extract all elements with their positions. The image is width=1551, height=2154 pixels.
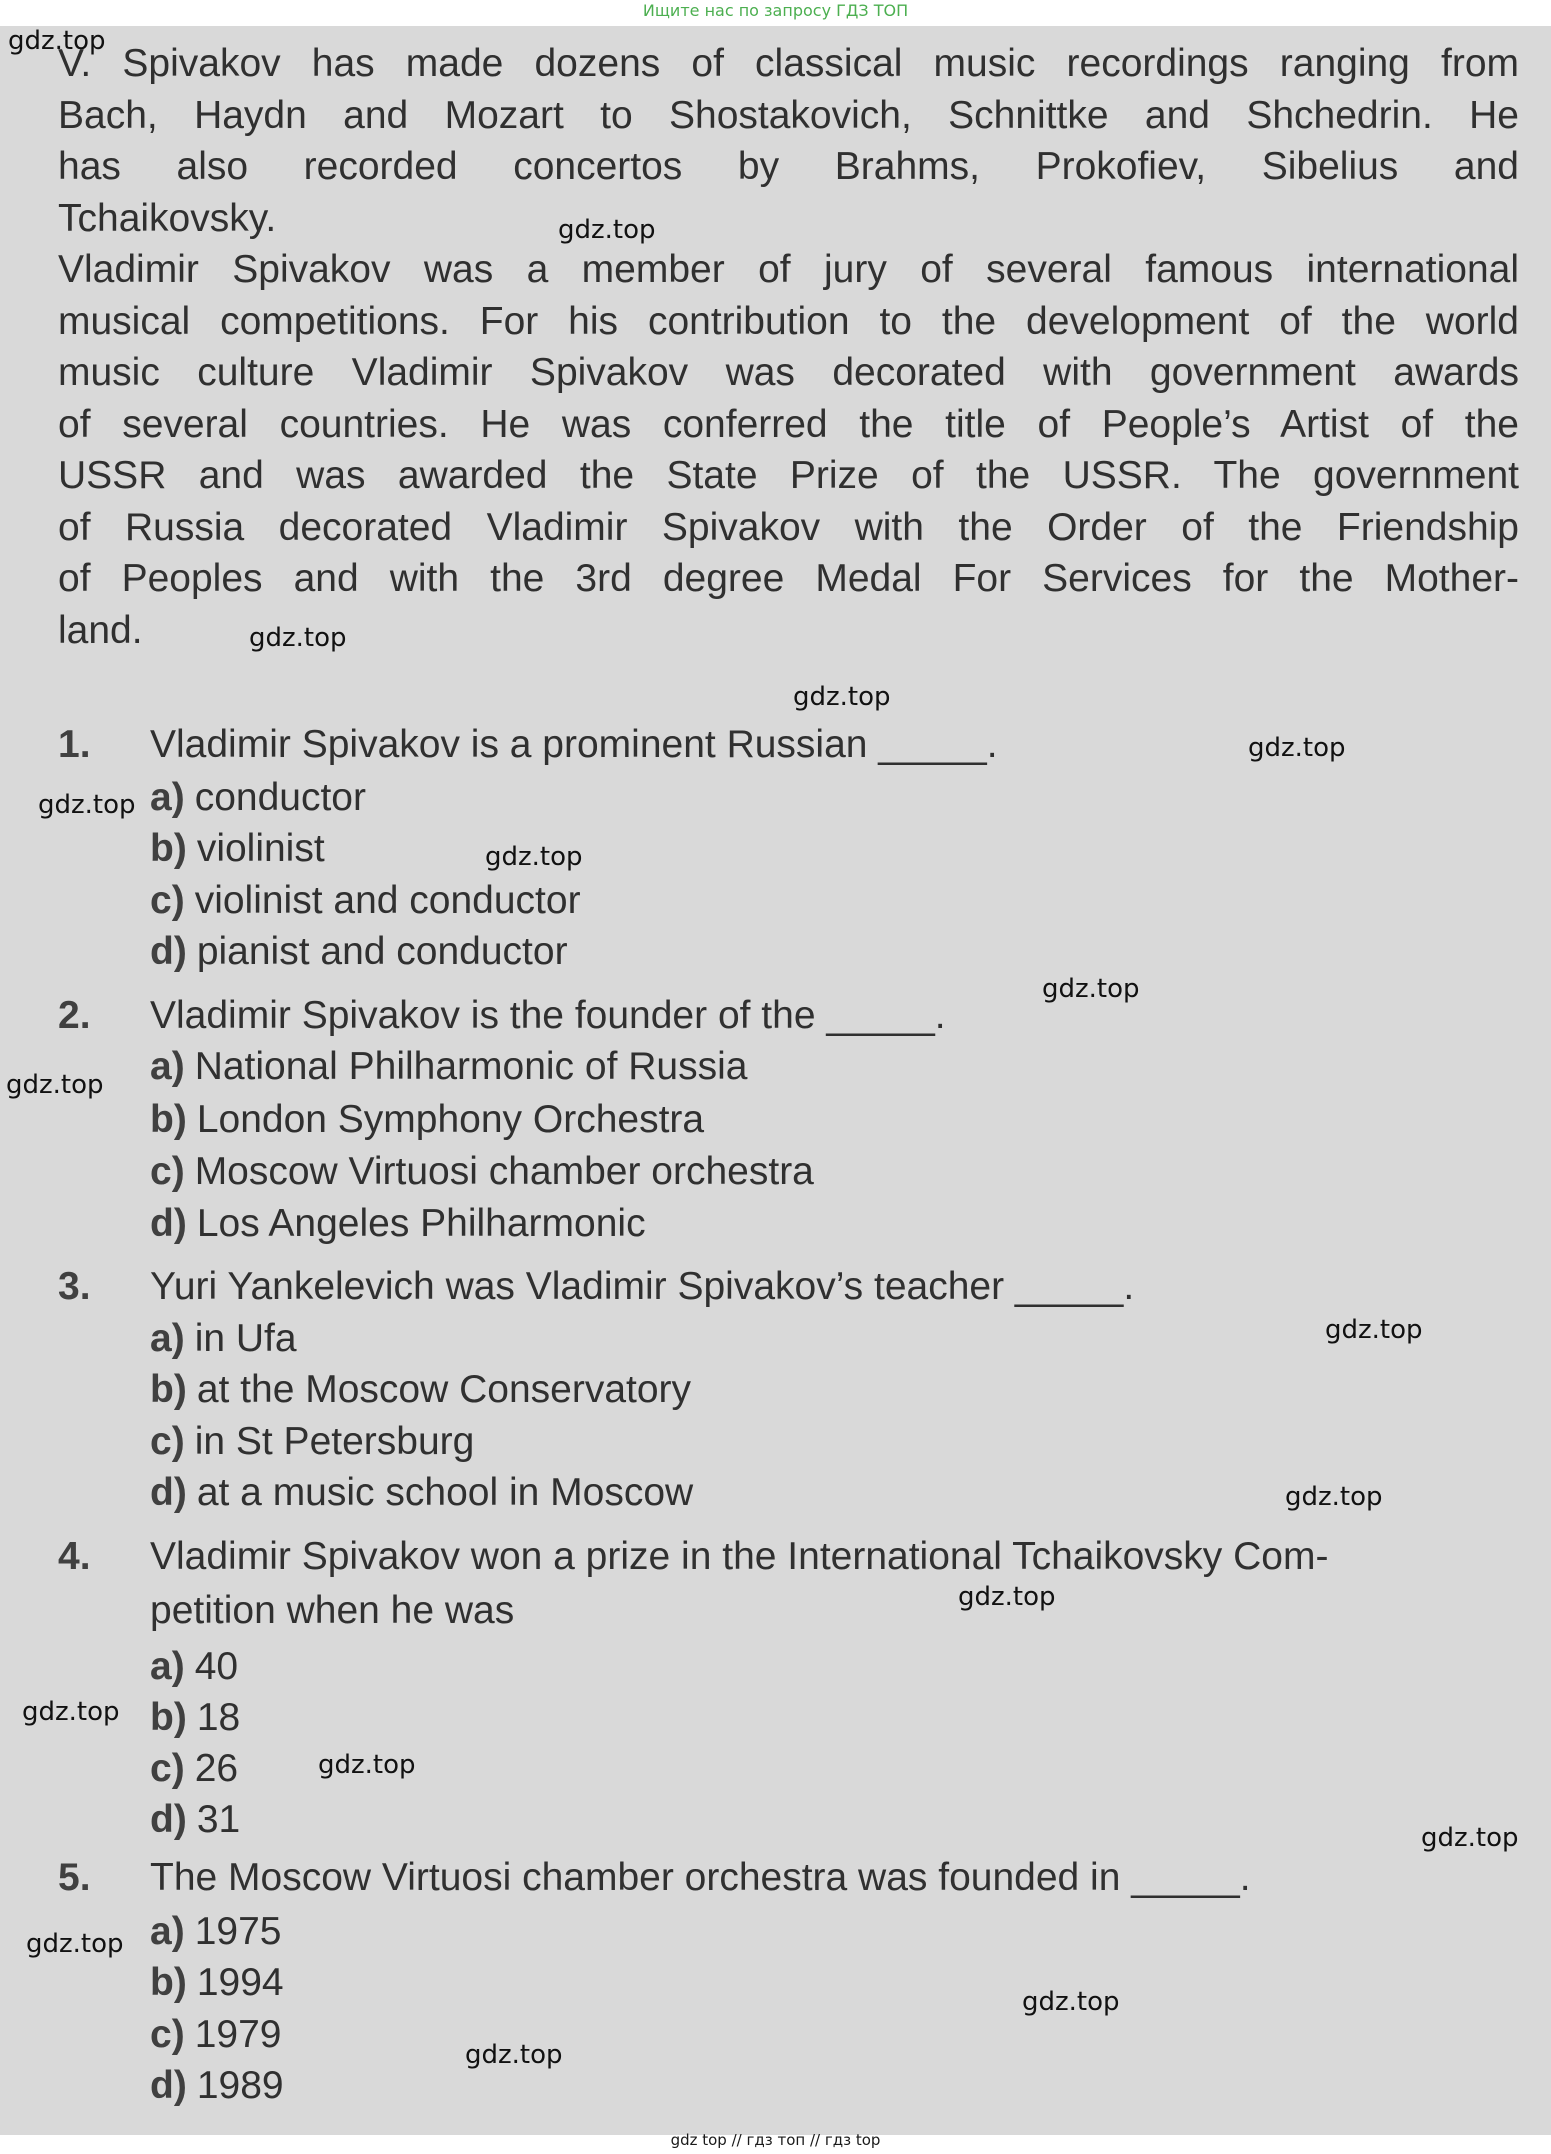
option-text: 1989: [196, 2064, 284, 2107]
option-letter: c): [150, 1747, 185, 1790]
option-text: in St Petersburg: [194, 1420, 475, 1463]
option-d: [150, 1471, 693, 1515]
option-letter: d): [150, 930, 187, 973]
option-text: violinist and conductor: [194, 879, 581, 922]
question-text: Vladimir Spivakov is a prominent Russian _____.: [150, 723, 998, 766]
option-b: [150, 1961, 284, 2005]
question-number: 1.: [58, 723, 91, 766]
option-b: [150, 1098, 704, 1142]
option-c: [150, 879, 581, 923]
option-b: [150, 1368, 691, 1412]
option-text: National Philharmonic of Russia: [194, 1045, 748, 1088]
option-d: [150, 2064, 284, 2108]
question-text: Yuri Yankelevich was Vladimir Spivakov’s teacher _____.: [150, 1265, 1135, 1308]
option-letter: d): [150, 1202, 187, 1245]
option-c: [150, 1747, 238, 1791]
option-letter: b): [150, 1098, 187, 1141]
option-c: [150, 1420, 474, 1464]
option-text: 1975: [194, 1910, 282, 1953]
option-letter: b): [150, 827, 187, 870]
text-line: USSR and was awarded the State Prize of the USSR. The government: [58, 454, 1519, 497]
option-a: [150, 1645, 238, 1689]
watermark: gdz.top: [793, 682, 891, 712]
option-b: [150, 827, 325, 871]
watermark: gdz.top: [558, 215, 656, 245]
watermark: gdz.top: [1042, 974, 1140, 1004]
question-number: 4.: [58, 1535, 91, 1578]
option-letter: d): [150, 1798, 187, 1841]
option-text: 26: [194, 1747, 239, 1790]
option-text: pianist and conductor: [196, 930, 568, 973]
watermark: gdz.top: [249, 623, 347, 653]
watermark: gdz.top: [8, 26, 106, 56]
option-letter: b): [150, 1368, 187, 1411]
search-hint-link[interactable]: Ищите нас по запросу ГДЗ ТОП: [642, 1, 909, 20]
watermark: gdz.top: [1022, 1987, 1120, 2017]
top-banner: [0, 0, 1551, 26]
question-number: 3.: [58, 1265, 91, 1308]
option-c: [150, 1150, 814, 1194]
option-letter: c): [150, 1150, 185, 1193]
option-text: 31: [196, 1798, 241, 1841]
watermark: gdz.top: [485, 842, 583, 872]
option-letter: a): [150, 1045, 185, 1088]
text-line: Vladimir Spivakov was a member of jury of several famous international: [58, 248, 1519, 291]
option-text: violinist: [196, 827, 325, 870]
option-text: at the Moscow Conservatory: [196, 1368, 692, 1411]
text-line: Tchaikovsky.: [58, 196, 277, 240]
option-d: [150, 1798, 240, 1842]
option-letter: d): [150, 1471, 187, 1514]
watermark: gdz.top: [465, 2040, 563, 2070]
option-letter: a): [150, 776, 185, 819]
text-line: music culture Vladimir Spivakov was decorated with government awards: [58, 351, 1519, 394]
bottom-banner: [0, 2131, 1551, 2149]
question-text: The Moscow Virtuosi chamber orchestra was founded in _____.: [150, 1856, 1251, 1899]
option-text: in Ufa: [194, 1317, 297, 1360]
option-letter: a): [150, 1910, 185, 1953]
option-text: London Symphony Orchestra: [196, 1098, 705, 1141]
option-letter: c): [150, 879, 185, 922]
watermark: gdz.top: [1248, 733, 1346, 763]
bottom-site-text: gdz top // гдз топ // гдз top: [670, 2131, 881, 2149]
option-a: [150, 1317, 297, 1361]
text-line: has also recorded concertos by Brahms, Prokofiev, Sibelius and: [58, 145, 1519, 188]
option-text: at a music school in Moscow: [196, 1471, 694, 1514]
option-a: [150, 1910, 281, 1954]
text-line: Bach, Haydn and Mozart to Shostakovich, Schnittke and Shchedrin. He: [58, 93, 1519, 137]
paragraph-awards: [58, 244, 1519, 656]
option-text: Los Angeles Philharmonic: [196, 1202, 646, 1245]
watermark: gdz.top: [958, 1582, 1056, 1612]
question-text-continued: petition when he was: [150, 1589, 515, 1632]
textbook-page: [0, 26, 1551, 2135]
question-number: 5.: [58, 1856, 91, 1899]
text-line: of Russia decorated Vladimir Spivakov with the Order of the Friendship: [58, 505, 1519, 549]
question-number: 2.: [58, 994, 91, 1037]
option-text: 40: [194, 1645, 239, 1688]
option-a: [150, 1045, 747, 1089]
watermark: gdz.top: [26, 1929, 124, 1959]
watermark: gdz.top: [22, 1697, 120, 1727]
option-letter: d): [150, 2064, 187, 2107]
option-letter: a): [150, 1317, 185, 1360]
paragraph-recordings: [58, 38, 1519, 244]
option-d: [150, 1202, 646, 1246]
text-line: musical competitions. For his contribution to the development of the world: [58, 299, 1519, 343]
option-letter: b): [150, 1961, 187, 2004]
question-text: Vladimir Spivakov won a prize in the International Tchaikovsky Com-: [150, 1535, 1329, 1578]
question-text: Vladimir Spivakov is the founder of the _____.: [150, 994, 946, 1037]
text-line: of several countries. He was conferred the title of People’s Artist of the: [58, 402, 1519, 446]
option-letter: c): [150, 2013, 185, 2056]
text-line: V. Spivakov has made dozens of classical music recordings ranging from: [58, 42, 1519, 85]
option-text: conductor: [194, 776, 366, 819]
option-text: Moscow Virtuosi chamber orchestra: [194, 1150, 814, 1193]
text-line: land.: [58, 608, 143, 652]
watermark: gdz.top: [1421, 1823, 1519, 1853]
option-letter: a): [150, 1645, 185, 1688]
option-a: [150, 776, 366, 820]
text-line: of Peoples and with the 3rd degree Medal For Services for the Mother-: [58, 557, 1519, 600]
watermark: gdz.top: [6, 1070, 104, 1100]
option-letter: c): [150, 1420, 185, 1463]
option-d: [150, 930, 568, 974]
option-text: 1994: [196, 1961, 284, 2004]
option-b: [150, 1696, 240, 1740]
watermark: gdz.top: [38, 790, 136, 820]
option-letter: b): [150, 1696, 187, 1739]
option-text: 1979: [194, 2013, 282, 2056]
option-text: 18: [196, 1696, 241, 1739]
watermark: gdz.top: [1325, 1315, 1423, 1345]
option-c: [150, 2013, 281, 2057]
watermark: gdz.top: [318, 1750, 416, 1780]
watermark: gdz.top: [1285, 1482, 1383, 1512]
